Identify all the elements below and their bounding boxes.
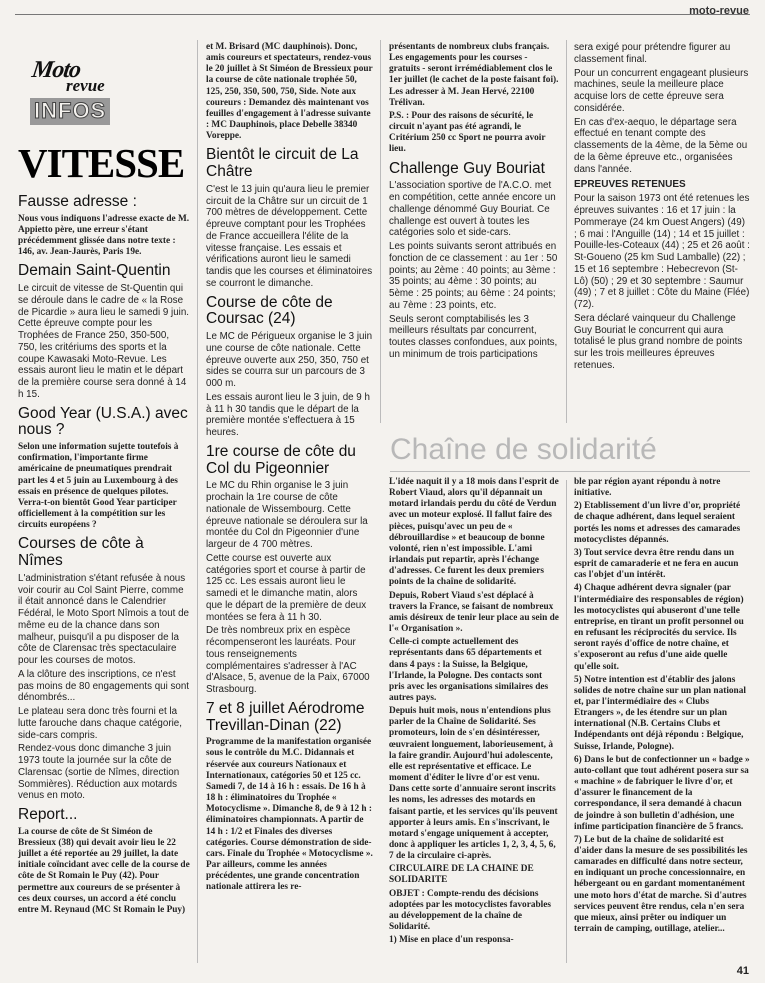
heading-pigeonnier: 1re course de côte du Col du Pigeonnier — [206, 442, 356, 477]
paragraph: Pour un concurrent engageant plusieurs machines, seule la meilleure place acquise lors de cette épreuve sera considérée. — [574, 67, 749, 114]
chaine-paragraph: 2) Etablissement d'un livre d'or, propriété de chaque adhérent, dans lequel seraient portés les noms et adresses des camarades motocyclistes dépannés. — [574, 501, 741, 545]
chaine-rule — [390, 471, 750, 472]
chaine-paragraph: 3) Tout service devra être rendu dans un esprit de camaraderie et ne fera en aucun cas l'objet d'un intérêt. — [574, 547, 739, 581]
paragraph: De très nombreux prix en espèce récompenseront les lauréats. Pour tous renseignements complémentaires s'adresser à l'AC d'Alsace, 5, avenue de la Paix, 67000 Strasbourg. — [206, 625, 370, 696]
chaine-paragraph: Celle-ci compte actuellement des représentants dans 65 départements et dans 4 pays : la Suisse, la Belgique, l'Irlande, la Pologne. Des contacts sont pris avec les organisations similaires des autres pays. — [389, 637, 549, 703]
chaine-paragraph: 1) Mise en place d'un responsa- — [389, 935, 514, 946]
paragraph: En cas d'ex-aequo, le départage sera effectué en tenant compte des classements de la 4ème, de la 5ème ou de la 6ème épreuve etc., organisées dans l'année. — [574, 116, 748, 175]
paragraph: et M. Brisard (MC dauphinois). Donc, amis coureurs et spectateurs, rendez-vous le 20 juillet à St Siméon de Bressieux pour la course de côte nationale trophée 50, 125, 250, 350, 500, 750, Side. Note aux coureurs : Demandez dès maintenant vos feuilles d'engagement à l'adresse suivante : MC Dauphinois, place Debelle 38340 Voreppe. — [206, 42, 373, 142]
section-title: VITESSE — [18, 140, 185, 186]
paragraph: La course de côte de St Siméon de Bressieux (38) qui devait avoir lieu le 22 juillet a été reportée au 29 juillet, la date initiale coïncidant avec celle de la course de côte de St Romain le Puy (42). Pour permettre aux coureurs de se présenter à ces deux courses, un accord a été conclu entre M. Reynaud (MC St Romain le Puy) — [18, 826, 190, 915]
chaine-paragraph: ble par région ayant répondu à notre initiative. — [574, 477, 721, 499]
column-3 — [389, 42, 559, 363]
paragraph: L'administration s'étant refusée à nous voir courir au Col Saint Pierre, comme il était annoncé dans le Calendrier Fédéral, le Moto Sport Nîmois a tout de même eu de la chance dans son malheur, puisqu'il a pu disposer de la côte de Clarensac très spectaculaire pour les courses de motos. — [18, 572, 189, 667]
chaine-paragraph: L'idée naquit il y a 18 mois dans l'esprit de Robert Viaud, alors qu'il dépannait un motard irlandais perdu du côté de Verdun avec un moteur explosé. Il fallut faire des pièces, puisqu'avec un peu de « débrouillardise » et beaucoup de bonne volonté, rien n'est impossible. L'ami irlandais put repartir, après l'échange d'adresses. Ce furent les deux premiers points de la chaîne de solidarité. — [389, 477, 559, 588]
heading-courses-nimes: Courses de côte à Nîmes — [18, 535, 144, 570]
heading-good-year: Good Year (U.S.A.) avec nous ? — [18, 404, 188, 439]
chaine-title: Chaîne de solidarité — [390, 433, 657, 466]
logo-revue: revue — [66, 76, 105, 95]
logo-infos: INFOS — [30, 98, 110, 125]
chaine-column-right — [574, 477, 750, 937]
logo-moto: Moto — [30, 57, 82, 83]
header-rule — [15, 14, 750, 15]
chaine-paragraph: Depuis, Robert Viaud s'est déplacé à travers la France, se faisant de nombreux amis désireux de tenir leur place au sein de l'« Organisation ». — [389, 590, 559, 635]
column-2 — [206, 42, 374, 895]
column-1 — [18, 42, 190, 918]
paragraph: P.S. : Pour des raisons de sécurité, le circuit n'ayant pas été agrandi, le Critérium 250 cc Sport ne pourra avoir lieu. — [389, 110, 546, 155]
heading-challenge-guy-bouriat: Challenge Guy Bouriat — [389, 159, 545, 177]
paragraph: Le MC du Rhin organise le 3 juin prochain la 1re course de côte nationale de Wissembourg. Cette épreuve nationale se déroulera sur la montée du Col dn Pigeonnier d'une largeur de 4 700 mètres. — [206, 480, 368, 551]
page-number: 41 — [736, 965, 749, 977]
heading-fausse-adresse: Fausse adresse : — [18, 193, 137, 211]
paragraph: Pour la saison 1973 ont été retenues les épreuves suivantes : 16 et 17 juin : la Pommeraye (24 km Ouest Angers) (49) ; 6 mai : l'Anguille (14) ; 14 et 15 juillet : Pouille-les-Coteaux (44) ; 25 et 26 août : St-Goueno (25 km Sud Lamballe) (22) ; 15 et 16 septembre : Hebecrevon (St-Lô) (50) ; 29 et 30 septembre : Saumur (49) ; 7 et 8 juillet : Côte du Maine (Flée) (72). — [574, 193, 750, 311]
paragraph: Les essais auront lieu le 3 juin, de 9 h à 11 h 30 tandis que le départ de la première montée s'effectuera à 15 heures. — [206, 391, 370, 439]
heading-trevillan-dinan: 7 et 8 juillet Aérodrome Trevillan-Dinan (22) — [206, 699, 365, 734]
paragraph: Sera déclaré vainqueur du Challenge Guy Bouriat le concurrent qui aura totalisé le plus grand nombre de points sur les trois meilleures épreuves retenues. — [574, 312, 743, 371]
running-head: moto-revue — [689, 5, 749, 17]
chaine-paragraph: 6) Dans le but de confectionner un « badge » auto-collant que tout adhérent posera sur sa « machine » de fabriquer le livre d'or, et d'assurer le financement de la correspondance, il sera demandé à chacun de joindre à son bulletin d'adhésion, une infime participation financière de 5 francs. — [574, 754, 750, 832]
paragraph: Rendez-vous donc dimanche 3 juin 1973 toute la journée sur la côte de Clarensac (sortie de Nîmes, direction Sommières). Réduction aux motards venus en moto. — [18, 743, 180, 802]
heading-la-chatre: Bientôt le circuit de La Châtre — [206, 146, 359, 181]
column-rule — [566, 480, 567, 963]
chaine-paragraph: CIRCULAIRE DE LA CHAINE DE SOLIDARITE — [389, 864, 534, 886]
paragraph: présentants de nombreux clubs français. Les engagements pour les courses - gratuits - seront irrémédiablement clos le 1er juillet (le cachet de la poste faisant foi). Les adresser à M. Jean Hervé, 22100 Trélivan. — [389, 42, 559, 108]
heading-epreuves-retenues: EPREUVES RETENUES — [574, 179, 686, 191]
chaine-paragraph: 7) Le but de la chaîne de solidarité est d'aider dans la mesure de ses possibilités les camarades en difficulté dans notre secteur, en indiquant un proche concessionnaire, en hébergeant ou en gardant momentanément une moto hors d'état de marche. Si d'autres services peuvent être rendus, cela n'en sera que mieux, ainsi prêter ou indiquer un terrain de camping, outillage, atelier... — [574, 834, 748, 935]
paragraph: Le plateau sera donc très fourni et la lutte farouche dans chaque catégorie, side-cars compris. — [18, 706, 182, 741]
paragraph: Le MC de Périgueux organise le 3 juin une course de côte nationale. Cette épreuve ouverte aux 250, 350, 750 et sides se courra sur un parcours de 3 000 m. — [206, 331, 373, 390]
paragraph: Les points suivants seront attribués en fonction de ce classement : au 1er : 50 points; au 2ème : 40 points; au 3ème : 35 points; au 4ème : 30 points; au 5ème : 25 points; au 6ème : 24 points; au 7ème : 23 points, etc. — [389, 241, 558, 311]
column-4 — [574, 42, 750, 374]
paragraph: A la clôture des inscriptions, ce n'est pas moins de 80 engagements qui sont dénombrés... — [18, 668, 190, 704]
paragraph: Le circuit de vitesse de St-Quentin qui se déroule dans le cadre de « la Rose de Picardie » aura lieu le samedi 9 juin. Cette épreuve compte pour les Trophées de France 250, 350-500, 750, les critériums des sports et la coupe Kawasaki Moto-Revue. Les essais auront lieu le matin et le départ de la première course sera donné à 14 h 15. — [18, 283, 190, 400]
chaine-paragraph: 4) Chaque adhérent devra signaler (par l'intermédiaire des responsables de région) les motocyclistes qui abuseront d'une telle entreprise, en tirant un profit personnel ou en refusant les réciprocités du service. Ils seront rayés d'office de notre chaîne, et s'exposeront au refus d'une aide quelle qu'elle soit. — [574, 583, 744, 672]
chaine-paragraph: OBJET : Compte-rendu des décisions adoptées par les motocyclistes favorables au développement de la chaîne de Solidarité. — [389, 888, 551, 933]
chaine-column-left — [389, 477, 559, 948]
column-rule — [566, 40, 567, 423]
heading-coursac: Course de côte de Coursac (24) — [206, 293, 333, 328]
heading-demain-saint-quentin: Demain Saint-Quentin — [18, 262, 171, 280]
heading-report: Report... — [18, 806, 78, 824]
paragraph: Seuls seront comptabilisés les 3 meilleurs résultats par concurrent, toutes classes confondues, aux points, un minimum de trois participations — [389, 313, 558, 360]
paragraph: L'association sportive de l'A.C.O. met en compétition, cette année encore un challenge dénommé Guy Bouriat. Ce challenge est ouvert à toutes les catégories solo et side-cars. — [389, 180, 556, 239]
paragraph: Selon une information sujette toutefois à confirmation, l'importante firme américaine de pneumatiques prendrait part les 4 et 5 juin au Luxembourg à des essais en présence de quelques pilotes. Verra-t-on bientôt Good Year participer officiellement à la compétition sur les circuits européens ? — [18, 442, 179, 531]
paragraph: Cette course est ouverte aux catégories sport et course à partir de 125 cc. Les essais auront lieu le samedi et le dimanche matin, alors que le départ de la première de deux montées se fera à 11 h 30. — [206, 552, 367, 623]
paragraph: sera exigé pour prétendre figurer au classement final. — [574, 42, 731, 65]
chaine-paragraph: 5) Notre intention est d'établir des jalons solides de notre chaîne sur un plan national et, par l'intermédiaire des « Clubs Etrangers », de les étendre sur un plan international (N.B. Certains Clubs et Indépendants ont déjà répondu : Belgique, Suisse, Irlande, Pologne). — [574, 674, 746, 752]
column-rule — [197, 40, 198, 963]
chaine-paragraph: Depuis huit mois, nous n'entendions plus parler de la Chaîne de Solidarité. Ses promoteurs, loin de s'en désintéresser, œuvraient longuement, laborieusement, à la faire grandir. Aujourd'hui adolescente, elle est représentative et efficace. Le moment d'éditer le livre d'or est venu. Dans cette sorte d'annuaire seront inscrits les noms, les adresses des motards en faisant partie, et les services qu'ils peuvent apporter à leurs amis. En s'inscrivant, le motard s'engage uniquement à accepter, donc à appliquer les articles 1, 2, 3, 4, 5, 6, 7 de la circulaire ci-après. — [389, 706, 558, 862]
paragraph: C'est le 13 juin qu'aura lieu le premier circuit de la Châtre sur un circuit de 1 700 mètres de développement. Cette épreuve comptant pour les Trophées de France accueillera l'élite de la vitesse française. Les essais et vérifications auront lieu le samedi tandis que les courses et éliminatoires se courront le dimanche. — [206, 183, 373, 289]
paragraph: Nous vous indiquons l'adresse exacte de M. Appietto père, une erreur s'étant précédemment glissée dans notre texte : 146, av. Jean-Jaurès, Paris 19e. — [18, 213, 190, 258]
column-rule — [380, 40, 381, 423]
paragraph: Programme de la manifestation organisée sous le contrôle du M.C. Didannais et réservée aux coureurs Nationaux et Internationaux, catégories 50 et 125 cc. Samedi 7, de 14 à 16 h : essais. De 16 h à 18 h : éliminatoires du Trophée « Motocyclisme ». Dimanche 8, de 9 à 12 h : éliminatoires championnats. A partir de 14 h : 1/2 et Finales des diverses catégories. Course démonstration de side-cars. Finale du Trophée « Motocyclisme ». Par ailleurs, comme les années précédentes, une grande concentration nationale attirera les re- — [206, 737, 373, 893]
moto-revue-infos-logo — [28, 56, 118, 130]
